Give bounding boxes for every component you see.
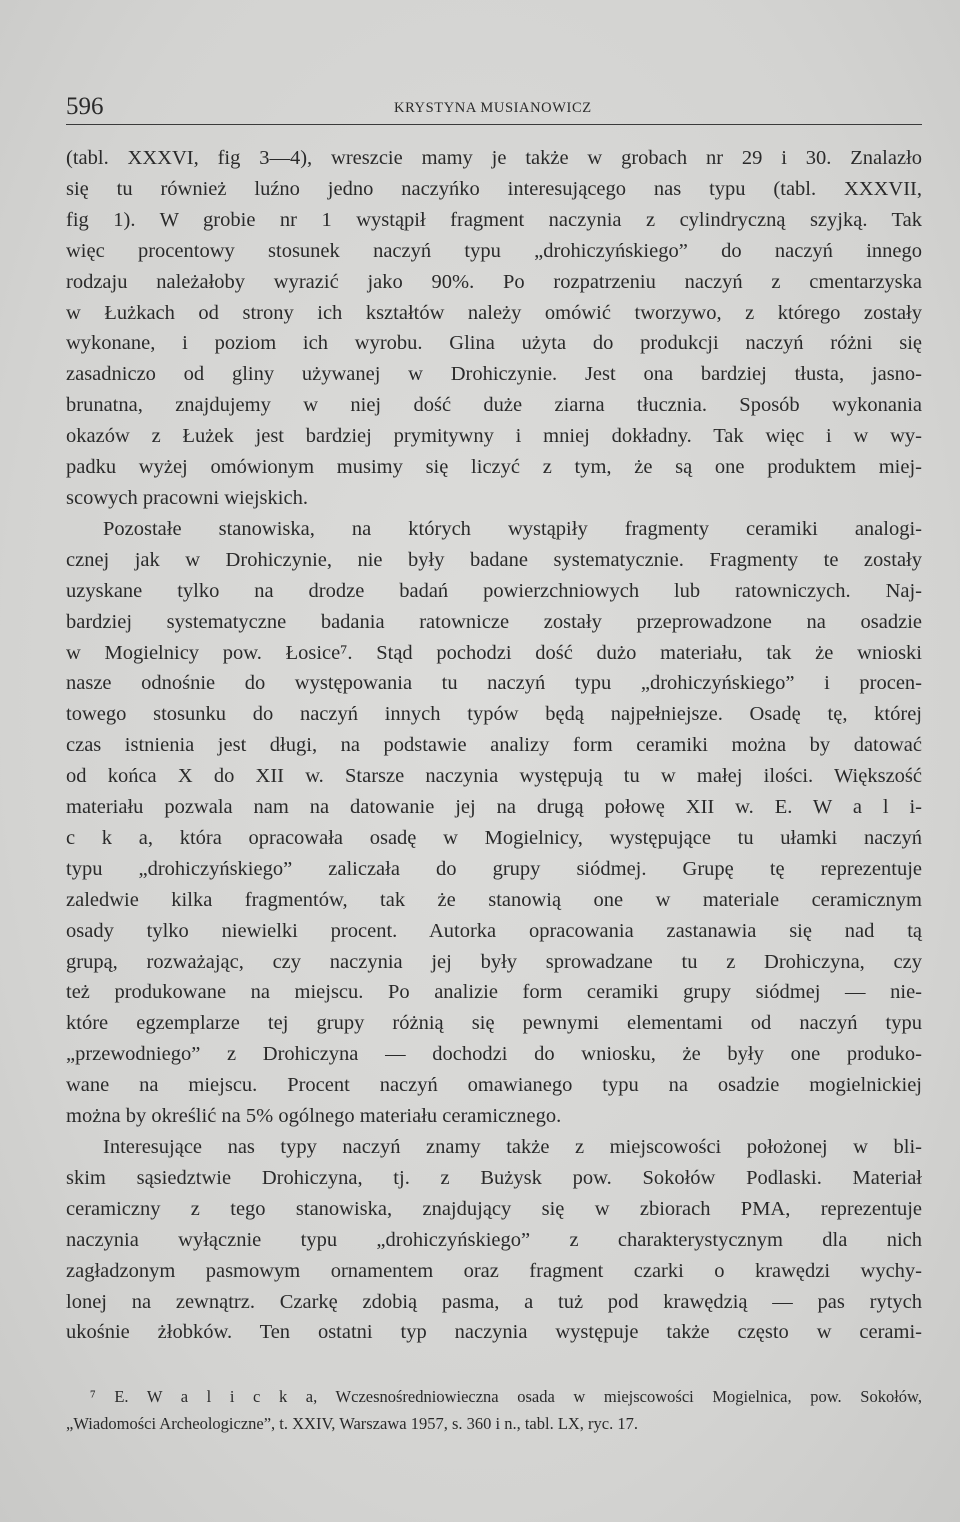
- text-line: się tu również luźno jedno naczyńko interesującego nas typu (tabl. XXXVII,: [66, 177, 922, 200]
- text-line: wykonane, i poziom ich wyrobu. Glina użyta do produkcji naczyń różni się: [66, 332, 922, 355]
- text-line: Interesujące nas typy naczyń znamy także z miejscowości położonej w bli-: [103, 1136, 922, 1158]
- text-line: które egzemplarze tej grupy różnią się pewnymi elementami od naczyń typu: [66, 1012, 922, 1035]
- text-line: ceramiczny z tego stanowiska, znajdujący się w zbiorach PMA, reprezentuje: [66, 1197, 922, 1220]
- text-line: c k a, która opracowała osadę w Mogielnicy, występujące tu ułamki naczyń: [66, 826, 922, 849]
- text-line: zasadniczo od gliny używanej w Drohiczynie. Jest ona bardziej tłusta, jasno-: [66, 363, 922, 386]
- text-line: od końca X do XII w. Starsze naczynia występują tu w małej ilości. Większość: [66, 765, 922, 788]
- text-line: uzyskane tylko na drodze badań powierzchniowych lub ratowniczych. Naj-: [66, 579, 922, 602]
- page-header: [66, 92, 922, 125]
- text-line: osady tylko niewielki procent. Autorka opracowania zastanawia się nad tą: [66, 919, 922, 942]
- paragraph: [66, 514, 922, 1132]
- text-line: bardziej systematyczne badania ratownicze zostały przeprowadzone na osadzie: [66, 610, 922, 633]
- text-line: w Mogielnicy pow. Łosice⁷. Stąd pochodzi dość dużo materiału, tak że wnioski: [66, 641, 922, 664]
- text-line: czas istnienia jest długi, na podstawie analizy form ceramiki można by datować: [66, 734, 922, 757]
- text-line: scowych pracowni wiejskich.: [66, 486, 308, 509]
- text-line: lonej na zewnątrz. Czarkę zdobią pasma, a tuż pod krawędzią — pas rytych: [66, 1290, 922, 1313]
- text-line: Pozostałe stanowiska, na których wystąpiły fragmenty ceramiki analogi-: [103, 517, 922, 540]
- text-line: fig 1). W grobie nr 1 wystąpił fragment naczynia z cylindryczną szyjką. Tak: [66, 208, 922, 231]
- text-line: brunatna, znajdujemy w niej dość duże ziarna tłucznia. Sposób wykonania: [66, 394, 922, 417]
- text-line: też produkowane na miejscu. Po analizie form ceramiki grupy siódmej — nie-: [66, 981, 922, 1004]
- text-line: zaledwie kilka fragmentów, tak że stanowią one w materiale ceramicznym: [66, 888, 922, 911]
- body-text: [66, 143, 922, 1348]
- text-line: padku wyżej omówionym musimy się liczyć z tym, że są one produktem miej-: [66, 456, 922, 479]
- text-line: grupą, rozważając, czy naczynia jej były sprowadzane tu z Drohiczyna, czy: [66, 950, 922, 973]
- paragraph: [66, 1132, 922, 1348]
- text-line: naczynia wyłącznie typu „drohiczyńskiego” z charakterystycznym dla nich: [66, 1228, 922, 1251]
- text-line: okazów z Łużek jest bardziej prymitywny i mniej dokładny. Tak więc i w wy-: [66, 425, 922, 448]
- text-line: cznej jak w Drohiczynie, nie były badane systematycznie. Fragmenty te zostały: [66, 548, 922, 571]
- text-line: można by określić na 5% ogólnego materiału ceramicznego.: [66, 1105, 562, 1128]
- text-line: nasze odnośnie do występowania tu naczyń typu „drohiczyńskiego” i procen-: [66, 672, 922, 695]
- text-line: skim sąsiedztwie Drohiczyna, tj. z Bużysk pow. Sokołów Podlaski. Materiał: [66, 1166, 922, 1189]
- text-line: „przewodniego” z Drohiczyna — dochodzi do wniosku, że były one produko-: [66, 1043, 922, 1066]
- paragraph: [66, 143, 922, 514]
- text-line: typu „drohiczyńskiego” zaliczała do grupy siódmej. Grupę tę reprezentuje: [66, 857, 922, 880]
- text-line: zagładzonym pasmowym ornamentem oraz fragment czarki o krawędzi wychy-: [66, 1259, 922, 1282]
- page-number: 596: [66, 93, 104, 120]
- text-line: więc procentowy stosunek naczyń typu „drohiczyńskiego” do naczyń innego: [66, 239, 922, 262]
- text-line: wane na miejscu. Procent naczyń omawianego typu na osadzie mogielnickiej: [66, 1074, 922, 1097]
- running-head: KRYSTYNA MUSIANOWICZ: [394, 100, 592, 116]
- text-line: (tabl. XXXVI, fig 3—4), wreszcie mamy je także w grobach nr 29 i 30. Znalazło: [66, 147, 922, 169]
- text-line: ukośnie żłobków. Ten ostatni typ naczynia występuje także często w cerami-: [66, 1321, 922, 1344]
- footnote-line: „Wiadomości Archeologiczne”, t. XXIV, Warszawa 1957, s. 360 i n., tabl. LX, ryc. 17.: [66, 1414, 639, 1433]
- text-line: towego stosunku do naczyń innych typów będą najpełniejsze. Osadę tę, której: [66, 703, 922, 726]
- text-line: rodzaju należałoby wyrazić jako 90%. Po rozpatrzeniu naczyń z cmentarzyska: [66, 270, 922, 293]
- text-line: materiału pozwala nam na datowanie jej na drugą połowę XII w. E. W a l i-: [66, 796, 922, 819]
- footnote-line: ⁷ E. W a l i c k a, Wczesnośredniowieczna osada w miejscowości Mogielnica, pow. Sokołów,: [90, 1387, 922, 1406]
- text-line: w Łużkach od strony ich kształtów należy omówić tworzywo, z którego zostały: [66, 301, 922, 324]
- footnotes: [66, 1383, 922, 1437]
